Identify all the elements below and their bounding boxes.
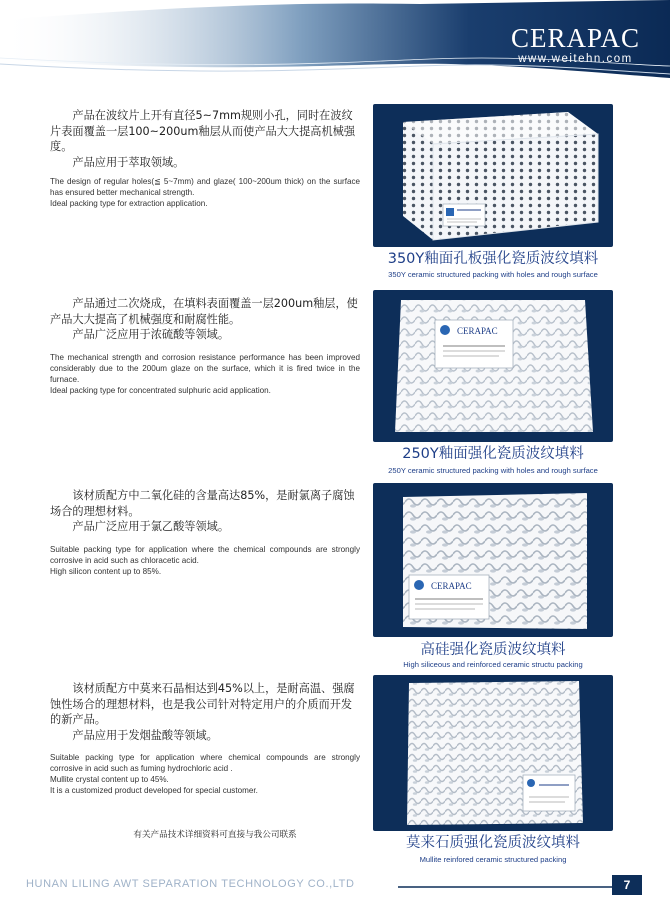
section-4-en-text bbox=[50, 752, 360, 796]
brand-url: www.weitehn.com bbox=[518, 53, 633, 65]
footer-rule bbox=[398, 885, 612, 889]
section-4-caption-cn: 莫来石质强化瓷质波纹填料 bbox=[406, 835, 580, 851]
photo-label: CERAPAC bbox=[431, 581, 472, 591]
section-4-cn-para2: 产品应用于发烟盐酸等领域。 bbox=[72, 728, 218, 742]
section-4-en-line: Mullite crystal content up to 45%. bbox=[50, 775, 169, 784]
section-1-en-line: The design of regular holes(≦ 5~7mm) and glaze( 100~200um thick) on the surface has ensured better mechanical strength. bbox=[50, 177, 360, 197]
section-3-en-text bbox=[50, 544, 360, 577]
section-2-cn-para2: 产品广泛应用于浓硫酸等领域。 bbox=[72, 328, 230, 341]
section-2-product-photo bbox=[373, 290, 613, 442]
section-1-en-text bbox=[50, 176, 360, 209]
section-4-product-photo bbox=[373, 675, 613, 831]
contact-note: 有关产品技术详细资料可直接与我公司联系 bbox=[133, 830, 297, 840]
section-1-caption-en: 350Y ceramic structured packing with holes and rough surface bbox=[388, 270, 598, 279]
brand-name: CERAPAC bbox=[510, 23, 640, 53]
section-2-en-text bbox=[50, 352, 360, 396]
section-2-en-line: The mechanical strength and corrosion resistance performance has been improved considerably due to the 200um glaze on the surface, which it is fired twice in the furnace. bbox=[50, 353, 360, 384]
section-3-cn-para1: 该材质配方中二氧化硅的含量高达85%，是耐氯离子腐蚀场合的理想材料。 bbox=[50, 489, 355, 518]
section-1-cn-para2: 产品应用于萃取领域。 bbox=[72, 155, 185, 169]
section-2-caption-cn: 250Y釉面强化瓷质波纹填料 bbox=[402, 446, 584, 462]
section-2-caption-en: 250Y ceramic structured packing with holes and rough surface bbox=[388, 466, 598, 475]
section-4-cn-para1: 该材质配方中莫来石晶相达到45%以上，是耐高温、强腐蚀性场合的理想材料，也是我公司针对特定用户的介质而开发的新产品。 bbox=[50, 682, 355, 726]
section-3-cn-para2: 产品广泛应用于氯乙酸等领域。 bbox=[72, 520, 230, 533]
section-3-caption-en: High siliceous and reinforced ceramic structu packing bbox=[403, 660, 583, 669]
section-3-product-photo bbox=[373, 483, 613, 637]
section-4-en-line: Suitable packing type for application where chemical compounds are strongly corrosive in acid such as fuming hydrochloric acid . bbox=[50, 753, 360, 773]
section-4-caption-en: Mullite reinfored ceramic structured packing bbox=[419, 855, 567, 864]
section-4-cn-text bbox=[50, 681, 360, 743]
footer-company-name: HUNAN LILING AWT SEPARATION TECHNOLOGY CO.,LTD bbox=[26, 878, 355, 890]
section-2-cn-para1: 产品通过二次烧成，在填料表面覆盖一层200um釉层，使产品大大提高了机械强度和耐腐性能。 bbox=[50, 297, 358, 326]
section-3-caption-cn: 高硅强化瓷质波纹填料 bbox=[420, 642, 566, 658]
high-silica-packing-panel-image bbox=[373, 483, 613, 637]
section-4-en-line: It is a customized product developed for special customer. bbox=[50, 786, 258, 795]
section-1-product-photo bbox=[373, 104, 613, 247]
section-1-en-line: Ideal packing type for extraction application. bbox=[50, 199, 208, 208]
section-2-en-line: Ideal packing type for concentrated sulphuric acid application. bbox=[50, 386, 271, 395]
page-number: 7 bbox=[612, 875, 642, 895]
section-2-cn-text bbox=[50, 296, 360, 343]
section-1-caption-cn: 350Y釉面孔板强化瓷质波纹填料 bbox=[387, 251, 599, 267]
header-banner bbox=[0, 0, 670, 78]
mullite-packing-panel-image bbox=[373, 675, 613, 831]
section-1-cn-para1: 产品在波纹片上开有直径5~7mm规则小孔，同时在波纹片表面覆盖一层100~200um釉层从而使产品大大提高机械强度。 bbox=[50, 109, 356, 153]
perforated-packing-block-image bbox=[373, 104, 613, 247]
photo-label: CERAPAC bbox=[457, 326, 498, 336]
section-3-en-line: Suitable packing type for application where the chemical compounds are strongly corrosive in acid such as chloracetic acid. bbox=[50, 545, 360, 565]
brand-block bbox=[511, 24, 640, 66]
glazed-packing-panel-image bbox=[373, 290, 613, 442]
section-3-en-line: High silicon content up to 85%. bbox=[50, 567, 162, 576]
section-3-cn-text bbox=[50, 488, 360, 535]
section-1-cn-text bbox=[50, 108, 360, 170]
